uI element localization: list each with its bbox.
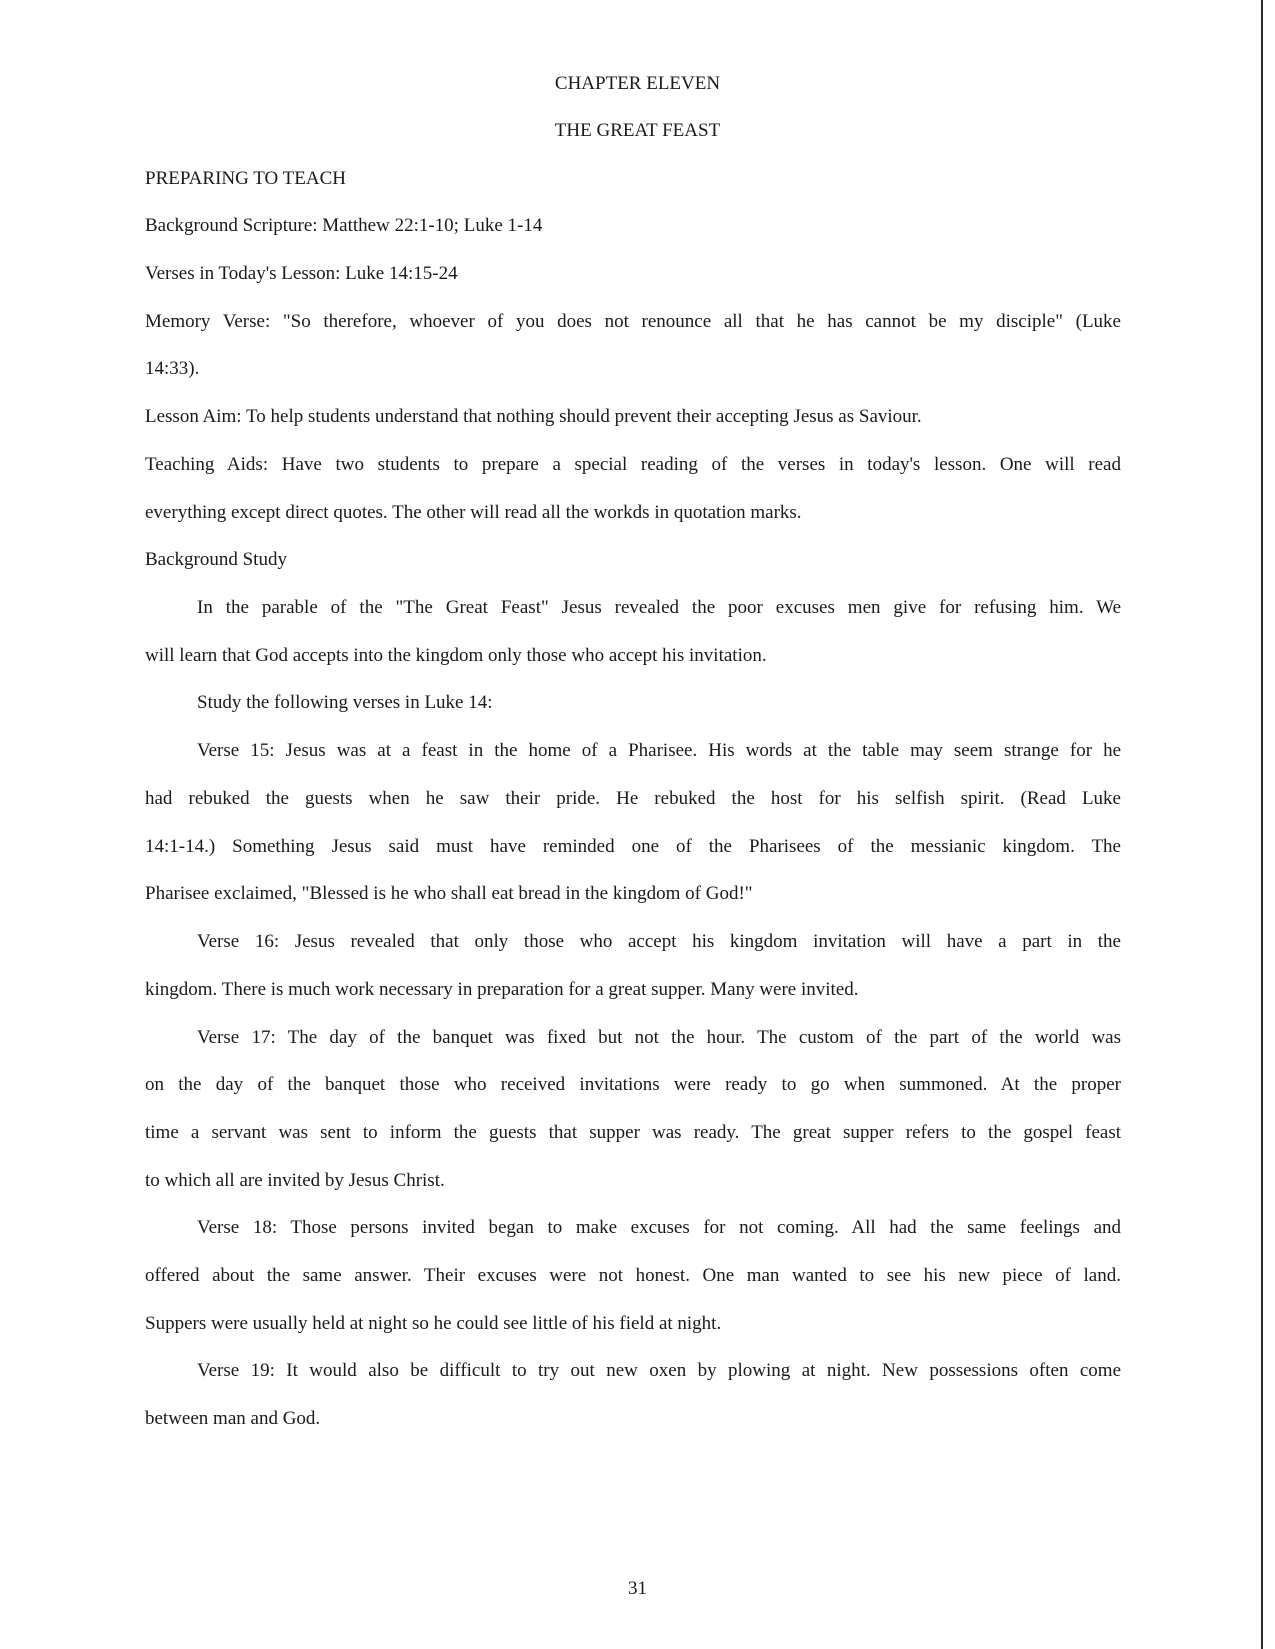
scan-edge-line: [1261, 0, 1263, 1649]
paragraph-5-line-3: time a servant was sent to inform the guests that supper was ready. The great supper refers to the gospel feast: [145, 1122, 1121, 1143]
paragraph-6-line-2: offered about the same answer. Their excuses were not honest. One man wanted to see his new piece of land.: [145, 1265, 1121, 1286]
paragraph-5-line-2: on the day of the banquet those who received invitations were ready to go when summoned. At the proper: [145, 1074, 1121, 1095]
paragraph-3-line-2: had rebuked the guests when he saw their pride. He rebuked the host for his selfish spirit. (Read Luke: [145, 788, 1121, 809]
paragraph-7-line-1: Verse 19: It would also be difficult to try out new oxen by plowing at night. New possessions often come: [197, 1360, 1121, 1381]
page-number: 31: [628, 1578, 647, 1599]
paragraph-1-line-1: In the parable of the "The Great Feast" Jesus revealed the poor excuses men give for refusing him. We: [197, 597, 1121, 618]
paragraph-3-line-3: 14:1-14.) Something Jesus said must have reminded one of the Pharisees of the messianic kingdom. The: [145, 836, 1121, 857]
verses-in-lesson: Verses in Today's Lesson: Luke 14:15-24: [145, 263, 458, 284]
section-heading: PREPARING TO TEACH: [145, 168, 346, 189]
paragraph-1-line-2: will learn that God accepts into the kingdom only those who accept his invitation.: [145, 645, 767, 666]
chapter-title: CHAPTER ELEVEN: [554, 73, 721, 94]
paragraph-4-line-2: kingdom. There is much work necessary in preparation for a great supper. Many were invited.: [145, 979, 859, 1000]
memory-verse-line-1: Memory Verse: "So therefore, whoever of you does not renounce all that he has cannot be my disciple" (Luke: [145, 311, 1121, 332]
paragraph-5-line-1: Verse 17: The day of the banquet was fixed but not the hour. The custom of the part of the world was: [197, 1027, 1121, 1048]
memory-verse-line-2: 14:33).: [145, 358, 200, 379]
background-study-heading: Background Study: [145, 549, 287, 570]
paragraph-5-line-4: to which all are invited by Jesus Christ.: [145, 1170, 445, 1191]
paragraph-3-line-4: Pharisee exclaimed, "Blessed is he who shall eat bread in the kingdom of God!": [145, 883, 753, 904]
teaching-aids-line-2: everything except direct quotes. The other will read all the workds in quotation marks.: [145, 502, 802, 523]
teaching-aids-line-1: Teaching Aids: Have two students to prepare a special reading of the verses in today's lesson. One will read: [145, 454, 1121, 475]
paragraph-6-line-1: Verse 18: Those persons invited began to make excuses for not coming. All had the same feelings and: [197, 1217, 1121, 1238]
paragraph-4-line-1: Verse 16: Jesus revealed that only those who accept his kingdom invitation will have a part in the: [197, 931, 1121, 952]
paragraph-6-line-3: Suppers were usually held at night so he could see little of his field at night.: [145, 1313, 722, 1334]
lesson-title: THE GREAT FEAST: [554, 120, 721, 141]
paragraph-2-line-1: Study the following verses in Luke 14:: [197, 692, 493, 713]
paragraph-7-line-2: between man and God.: [145, 1408, 321, 1429]
lesson-aim: Lesson Aim: To help students understand that nothing should prevent their accepting Jesus as Saviour.: [145, 406, 922, 427]
paragraph-3-line-1: Verse 15: Jesus was at a feast in the home of a Pharisee. His words at the table may seem strange for he: [197, 740, 1121, 761]
background-scripture: Background Scripture: Matthew 22:1-10; Luke 1-14: [145, 215, 543, 236]
